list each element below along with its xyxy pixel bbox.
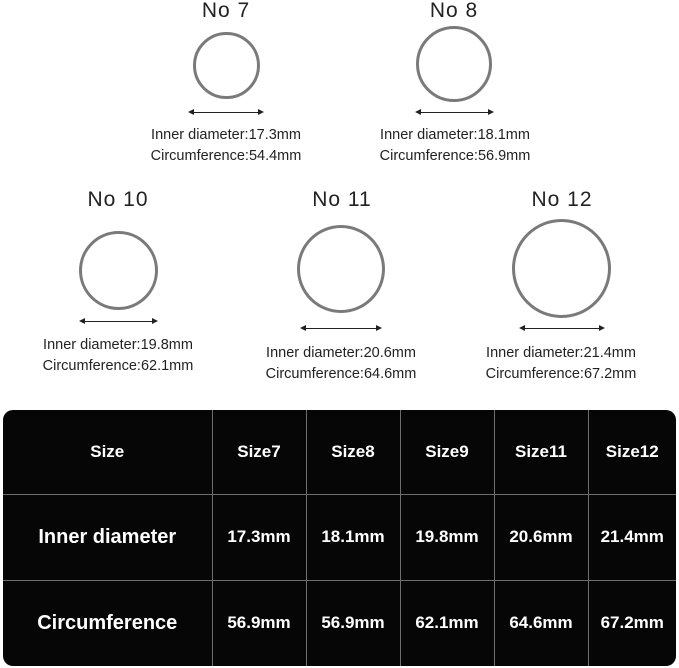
ring-specs xyxy=(231,343,451,385)
header-cell: Size8 xyxy=(306,410,400,494)
ring-title: No 8 xyxy=(429,0,479,22)
diameter-arrow xyxy=(417,112,492,113)
table-cell: 62.1mm xyxy=(400,580,494,666)
ring-specs xyxy=(116,125,336,167)
table-cell: 21.4mm xyxy=(588,494,676,580)
ring-circle xyxy=(193,32,260,99)
table-cell: 56.9mm xyxy=(212,580,306,666)
ring-title: No 12 xyxy=(531,188,593,211)
table-cell: 20.6mm xyxy=(494,494,588,580)
header-cell: Size11 xyxy=(494,410,588,494)
table-row xyxy=(3,580,676,666)
circumference-text: Circumference:56.9mm xyxy=(379,148,531,164)
table-header-row xyxy=(3,410,676,494)
table-cell: 64.6mm xyxy=(494,580,588,666)
ring-circle xyxy=(297,225,385,313)
diameter-arrow xyxy=(521,328,603,329)
ring-title: No 7 xyxy=(201,0,251,22)
diameter-arrow xyxy=(190,112,262,113)
row-label: Inner diameter xyxy=(3,494,212,580)
table-cell: 67.2mm xyxy=(600,613,664,633)
ring-specs xyxy=(451,343,671,385)
circumference-text: Circumference:67.2mm xyxy=(485,366,637,382)
row-label: Circumference xyxy=(3,580,212,666)
ring-circle xyxy=(416,26,492,102)
inner-diameter-text: Inner diameter:17.3mm xyxy=(151,127,301,143)
ring-title: No 10 xyxy=(87,188,149,211)
header-cell: Size12 xyxy=(588,410,676,494)
size-table xyxy=(3,410,676,666)
ring-circle xyxy=(79,231,158,310)
table-cell: 18.1mm xyxy=(306,494,400,580)
diameter-arrow xyxy=(302,328,380,329)
inner-diameter-text: Inner diameter:20.6mm xyxy=(266,345,416,361)
table-cell: 19.8mm xyxy=(400,494,494,580)
table-cell: 17.3mm xyxy=(212,494,306,580)
table-cell: 56.9mm xyxy=(306,580,400,666)
inner-diameter-text: Inner diameter:19.8mm xyxy=(43,337,193,353)
ring-circle xyxy=(512,219,611,318)
ring-specs xyxy=(345,125,565,167)
size-table-grid xyxy=(3,410,676,666)
table-row xyxy=(3,494,676,580)
circumference-text: Circumference:54.4mm xyxy=(150,148,302,164)
header-cell: Size xyxy=(3,410,212,494)
diameter-arrow xyxy=(81,321,156,322)
header-cell: Size9 xyxy=(400,410,494,494)
inner-diameter-text: Inner diameter:21.4mm xyxy=(486,345,636,361)
circumference-text: Circumference:64.6mm xyxy=(265,366,417,382)
header-cell: Size7 xyxy=(212,410,306,494)
ring-title: No 11 xyxy=(312,188,372,211)
inner-diameter-text: Inner diameter:18.1mm xyxy=(380,127,530,143)
circumference-text: Circumference:62.1mm xyxy=(42,358,194,374)
ring-specs xyxy=(8,335,228,377)
